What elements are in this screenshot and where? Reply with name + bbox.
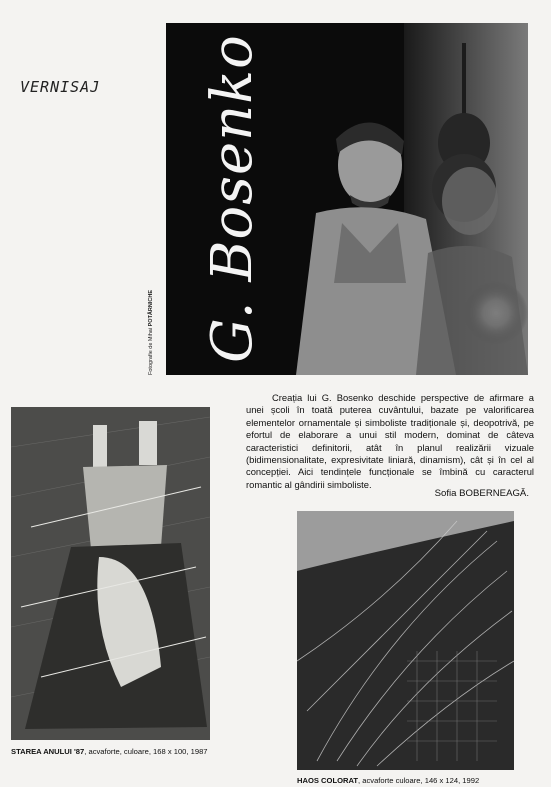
photo-credit	[148, 155, 154, 375]
artwork-details-1: , acvaforte, culoare, 168 x 100, 1987	[84, 747, 208, 756]
artwork-title-1: STAREA ANULUI '87	[11, 747, 85, 756]
section-title: VERNISAJ	[20, 78, 101, 96]
article-author: Sofia BOBERNEAGĂ.	[434, 488, 529, 499]
artwork-haos-colorat	[297, 511, 514, 770]
artwork-caption-2	[297, 776, 479, 785]
photo-credit-prefix: Fotografie de Mihai	[148, 327, 154, 375]
artwork-starea-anului	[11, 407, 210, 740]
article-text	[246, 392, 534, 491]
artwork-chaos-image	[297, 511, 514, 770]
artwork-caption-1	[11, 747, 208, 756]
artwork-title-2: HAOS COLORAT	[297, 776, 359, 785]
hero-photo	[166, 23, 528, 375]
artwork-dress-image	[11, 407, 210, 740]
artwork-details-2: , acvaforte culoare, 146 x 124, 1992	[358, 776, 480, 785]
photo-credit-name: POTÂRNICHE	[148, 290, 154, 327]
artist-signature: G. Bosenko	[200, 34, 265, 363]
article-paragraph: Creația lui G. Bosenko deschide perspective de afirmare a unei școli în toată puterea cuvântului, bazate pe valorificarea elementelor ornamentale și simboliste tradiționale și, deopotrivă, pe efortul de elaborare a unui stil modern, dominat de câteva caracteristici definitorii, atât în planul realizării vizuale (bidimensionalitate, expresivitate liniară, dinamism), cât și în cel al concepției. Aici tendințele funcționale se îmbină cu caracterul romantic al gândirii simboliste.	[246, 392, 534, 490]
